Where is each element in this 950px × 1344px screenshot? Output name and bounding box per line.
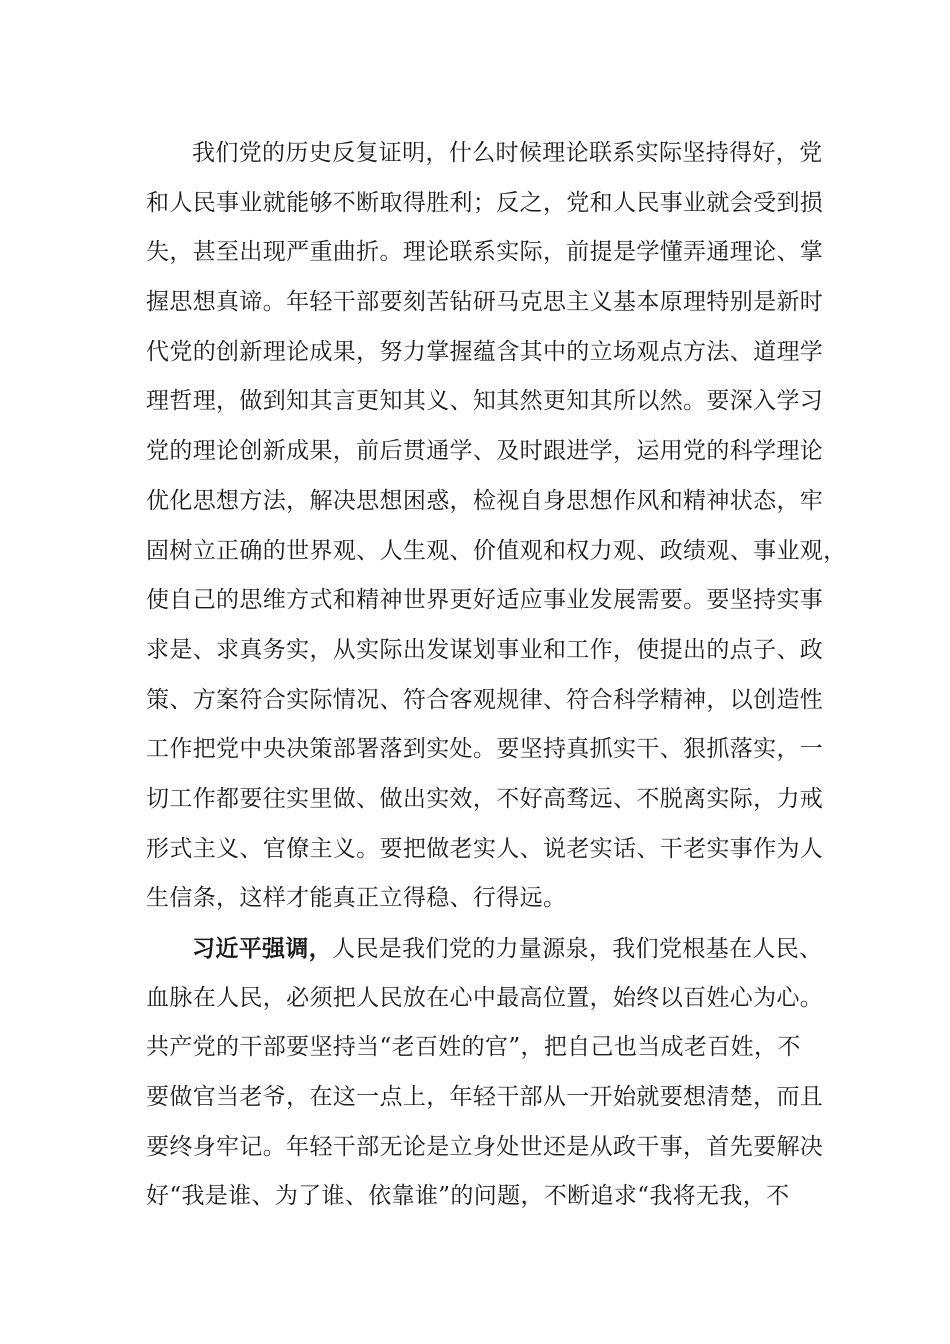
paragraph-theory-practice — [146, 129, 847, 924]
paragraph-line: 失，甚至出现严重曲折。理论联系实际，前提是学懂弄通理论、掌 — [146, 239, 824, 266]
paragraph-line: 共产党的干部要坚持当“老百姓的官”，把自己也当成老百姓，不 — [146, 1034, 801, 1061]
paragraph-line: 握思想真谛。年轻干部要刻苦钻研马克思主义基本原理特别是新时 — [146, 289, 824, 316]
paragraph-line: 固树立正确的世界观、人生观、价值观和权力观、政绩观、事业观， — [146, 537, 847, 564]
paragraph-line: 策、方案符合实际情况、符合客观规律、符合科学精神，以创造性 — [146, 686, 824, 713]
paragraph-line: 要做官当老爷，在这一点上，年轻干部从一开始就要想清楚，而且 — [146, 1084, 824, 1111]
paragraph-line: 好“我是谁、为了谁、依靠谁”的问题，不断追求“我将无我，不 — [146, 1183, 790, 1210]
paragraph-line: 理哲理，做到知其言更知其义、知其然更知其所以然。要深入学习 — [146, 388, 824, 415]
paragraph-line: 使自己的思维方式和精神世界更好适应事业发展需要。要坚持实事 — [146, 587, 824, 614]
paragraph-line: 我们党的历史反复证明，什么时候理论联系实际坚持得好，党 — [192, 140, 823, 166]
paragraph-first-line — [146, 924, 823, 974]
paragraph-people-first — [146, 924, 824, 1222]
paragraph-line: 生信条，这样才能真正立得稳、行得远。 — [146, 885, 567, 912]
bold-lead-phrase: 习近平强调， — [192, 935, 333, 962]
paragraph-line: 党的理论创新成果，前后贯通学、及时跟进学，运用党的科学理论 — [146, 438, 824, 465]
document-body — [146, 129, 847, 1222]
paragraph-line: 求是、求真务实，从实际出发谋划事业和工作，使提出的点子、政 — [146, 636, 824, 663]
paragraph-line: 和人民事业就能够不断取得胜利；反之，党和人民事业就会受到损 — [146, 189, 824, 216]
paragraph-line: 工作把党中央决策部署落到实处。要坚持真抓实干、狠抓落实，一 — [146, 736, 824, 763]
paragraph-line: 形式主义、官僚主义。要把做老实人、说老实话、干老实事作为人 — [146, 835, 824, 862]
paragraph-line: 代党的创新理论成果，努力掌握蕴含其中的立场观点方法、道理学 — [146, 338, 824, 365]
paragraph-line: 优化思想方法，解决思想困惑，检视自身思想作风和精神状态，牢 — [146, 487, 824, 514]
paragraph-line: 血脉在人民，必须把人民放在心中最高位置，始终以百姓心为心。 — [146, 984, 824, 1011]
paragraph-line: 切工作都要往实里做、做出实效，不好高骛远、不脱离实际，力戒 — [146, 785, 824, 812]
paragraph-line: 要终身牢记。年轻干部无论是立身处世还是从政干事，首先要解决 — [146, 1133, 824, 1160]
first-line-text: 人民是我们党的力量源泉，我们党根基在人民、 — [332, 936, 823, 962]
